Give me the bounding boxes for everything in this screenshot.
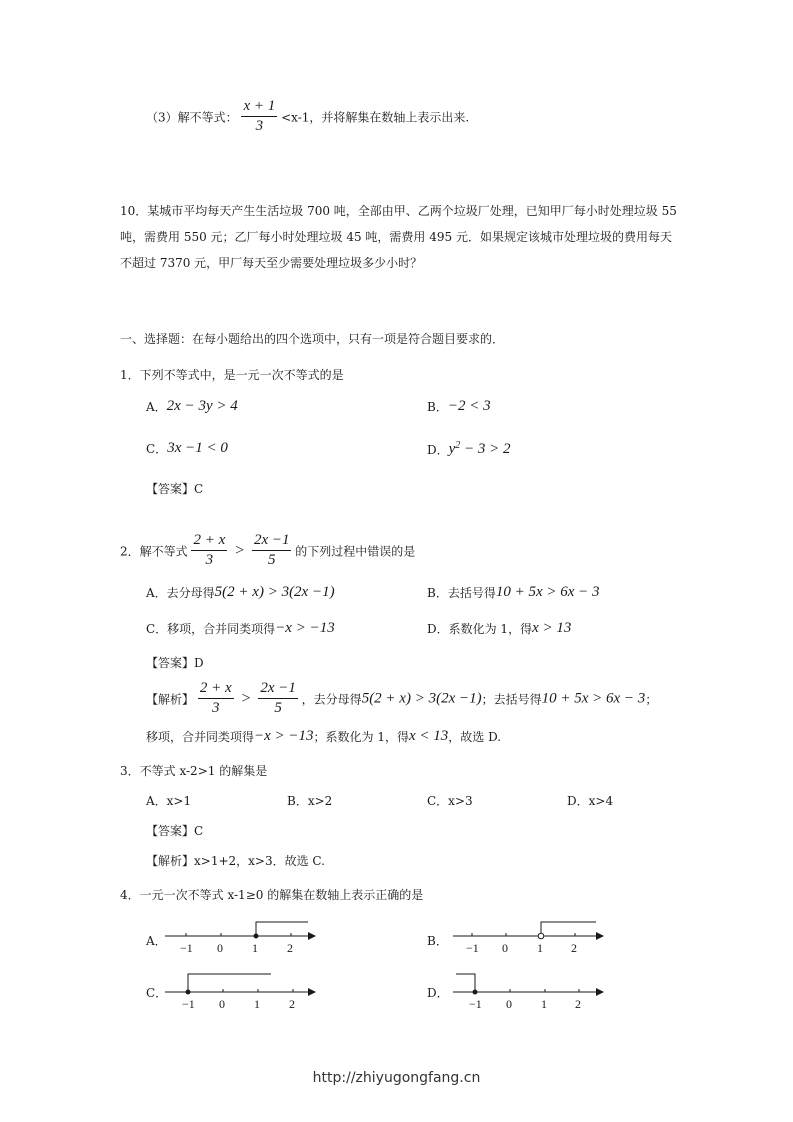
q2-a-text: A．去分母得	[146, 586, 215, 600]
q2-exp-end1: ；	[645, 692, 658, 707]
q2-option-b	[427, 584, 600, 601]
tick-label: 1	[541, 997, 547, 1010]
tick-label: 2	[575, 997, 581, 1010]
q4-number-line-d	[448, 968, 608, 1010]
q2-f2-den: 5	[267, 552, 276, 569]
q4-number-line-c	[160, 968, 320, 1010]
q4-number-line-b	[448, 918, 608, 958]
q2-gt: >	[235, 541, 245, 559]
q1-d-math-base: y	[448, 441, 456, 457]
q2-frac-2	[252, 532, 292, 570]
q4-stem: 4．一元一次不等式 x-1≥0 的解集在数轴上表示正确的是	[120, 888, 424, 902]
prev-q3-tail: <x-1，并将解集在数轴上表示出来.	[281, 110, 470, 125]
q2-exp2-text3: ，故选 D.	[448, 730, 502, 744]
axis-arrow	[308, 932, 316, 940]
prev-question-3	[146, 98, 469, 136]
q2-exp2-text2: ；系数化为 1，得	[313, 730, 409, 744]
q1-option-d	[427, 440, 511, 458]
q3-explanation: 【解析】x>1+2，x>3．故选 C.	[146, 854, 325, 868]
q4-number-line-a	[160, 918, 320, 958]
q1-option-b	[427, 398, 491, 415]
solid-point	[254, 934, 259, 939]
tick-label: 2	[571, 941, 577, 955]
q2-frac-1	[191, 532, 227, 570]
tick-label: 1	[254, 997, 260, 1010]
q1-option-c	[146, 440, 228, 457]
q3-answer: 【答案】C	[146, 824, 204, 838]
tick-label: 2	[287, 941, 293, 955]
tick-label: 1	[537, 941, 543, 955]
q2-stem-suffix: 的下列过程中错误的是	[295, 544, 416, 559]
q2-exp-frac-2	[258, 680, 298, 718]
q1-c-label: C．	[146, 442, 168, 456]
q3-option-d: D．x>4	[567, 794, 614, 808]
solid-point	[186, 990, 191, 995]
q2-answer: 【答案】D	[146, 656, 204, 670]
q2-exp2-text1: 移项，合并同类项得	[146, 730, 255, 744]
tick-label: 1	[252, 941, 258, 955]
q1-stem: 1．下列不等式中，是一元一次不等式的是	[120, 368, 344, 382]
solid-point	[473, 990, 478, 995]
q2-c-text: C．移项，合并同类项得	[146, 622, 276, 636]
prev-q3-frac-num: x + 1	[241, 98, 277, 117]
q2-option-a	[146, 584, 335, 601]
tick-label: 0	[219, 997, 225, 1010]
prev-q3-frac-den: 3	[255, 118, 264, 135]
q2-b-text: B．去括号得	[427, 586, 496, 600]
q2-exp-gt: >	[241, 689, 251, 707]
prev-q3-fraction	[241, 98, 277, 136]
q1-b-math: −2 < 3	[447, 398, 491, 414]
q2-exp-math1: 5(2 + x) > 3(2x −1)	[361, 690, 482, 707]
tick-label: 0	[506, 997, 512, 1010]
prev-q3-label: （3）解不等式：	[146, 110, 238, 125]
q3-option-b: B．x>2	[287, 794, 333, 808]
tick-label: 2	[289, 997, 295, 1010]
q2-d-text: D．系数化为 1，得	[427, 622, 533, 636]
footer-url: http://zhiyugongfang.cn	[312, 1070, 481, 1086]
q2-stem	[120, 532, 415, 570]
q2-exp-label: 【解析】	[146, 692, 195, 707]
q2-option-d	[427, 620, 571, 637]
q1-a-label: A．	[146, 400, 167, 414]
q2-explanation-line2	[146, 728, 501, 745]
q4-a-label: A．	[146, 934, 167, 948]
q2-exp-mid2: ；去括号得	[481, 692, 542, 707]
q3-stem: 3．不等式 x-2>1 的解集是	[120, 764, 268, 778]
q1-option-a	[146, 398, 238, 415]
tick-label: −1	[180, 941, 193, 955]
tick-label: −1	[469, 997, 482, 1010]
question-10: 10．某城市平均每天产生生活垃圾 700 吨，全部由甲、乙两个垃圾厂处理，已知甲厂每小时处理垃圾 55 吨，需费用 550 元；乙厂每小时处理垃圾 45 吨，需费用 495 元．如果规定该城市处理垃圾的费用每天不超过 7370 元，甲厂每天至少需要处理垃圾多少小时？	[120, 204, 677, 270]
q2-a-math: 5(2 + x) > 3(2x −1)	[214, 584, 335, 600]
q1-answer: 【答案】C	[146, 482, 204, 496]
q2-exp2-math1: −x > −13	[254, 728, 314, 744]
q2-f2-num: 2x −1	[252, 532, 292, 551]
q2-stem-prefix: 2．解不等式	[120, 544, 188, 559]
q2-exp-f1-den: 3	[211, 700, 220, 717]
tick-label: −1	[182, 997, 195, 1010]
q4-b-label: B．	[427, 934, 448, 948]
q3-option-c: C．x>3	[427, 794, 473, 808]
tick-label: 0	[502, 941, 508, 955]
solution-bracket	[541, 922, 596, 933]
q3-option-a: A．x>1	[146, 794, 192, 808]
q2-exp-f2-den: 5	[274, 700, 282, 717]
solution-bracket	[456, 974, 475, 992]
q2-d-math: x > 13	[532, 620, 572, 636]
q2-exp-f1-num: 2 + x	[198, 680, 234, 699]
axis-arrow	[596, 988, 604, 996]
q2-f1-num: 2 + x	[191, 532, 227, 551]
q2-c-math: −x > −13	[275, 620, 335, 636]
tick-label: 0	[217, 941, 223, 955]
axis-arrow	[308, 988, 316, 996]
solution-bracket	[188, 974, 271, 992]
q4-d-label: D．	[427, 986, 449, 1000]
q1-d-label: D．	[427, 443, 449, 457]
q2-exp-f2-num: 2x −1	[258, 680, 298, 699]
axis-arrow	[596, 932, 604, 940]
q2-exp-mid1: ，去分母得	[301, 692, 362, 707]
q2-explanation-line1	[146, 680, 657, 718]
tick-label: −1	[466, 941, 479, 955]
q1-b-label: B．	[427, 400, 448, 414]
solution-bracket	[256, 922, 308, 936]
q1-a-math: 2x − 3y > 4	[166, 398, 238, 414]
q4-c-label: C．	[146, 986, 168, 1000]
q1-d-math-sup: 2	[455, 440, 461, 451]
q2-f1-den: 3	[205, 552, 214, 569]
q2-b-math: 10 + 5x > 6x − 3	[495, 584, 600, 600]
hollow-point	[538, 933, 544, 939]
q1-c-math: 3x −1 < 0	[167, 440, 228, 456]
q1-d-math-rest: − 3 > 2	[460, 441, 511, 457]
q2-exp2-math2: x < 13	[409, 728, 449, 744]
q2-exp-frac-1	[198, 680, 234, 718]
q2-option-c	[146, 620, 335, 637]
q2-exp-math2: 10 + 5x > 6x − 3	[541, 690, 646, 707]
section-title: 一、选择题：在每小题给出的四个选项中，只有一项是符合题目要求的．	[120, 332, 505, 346]
